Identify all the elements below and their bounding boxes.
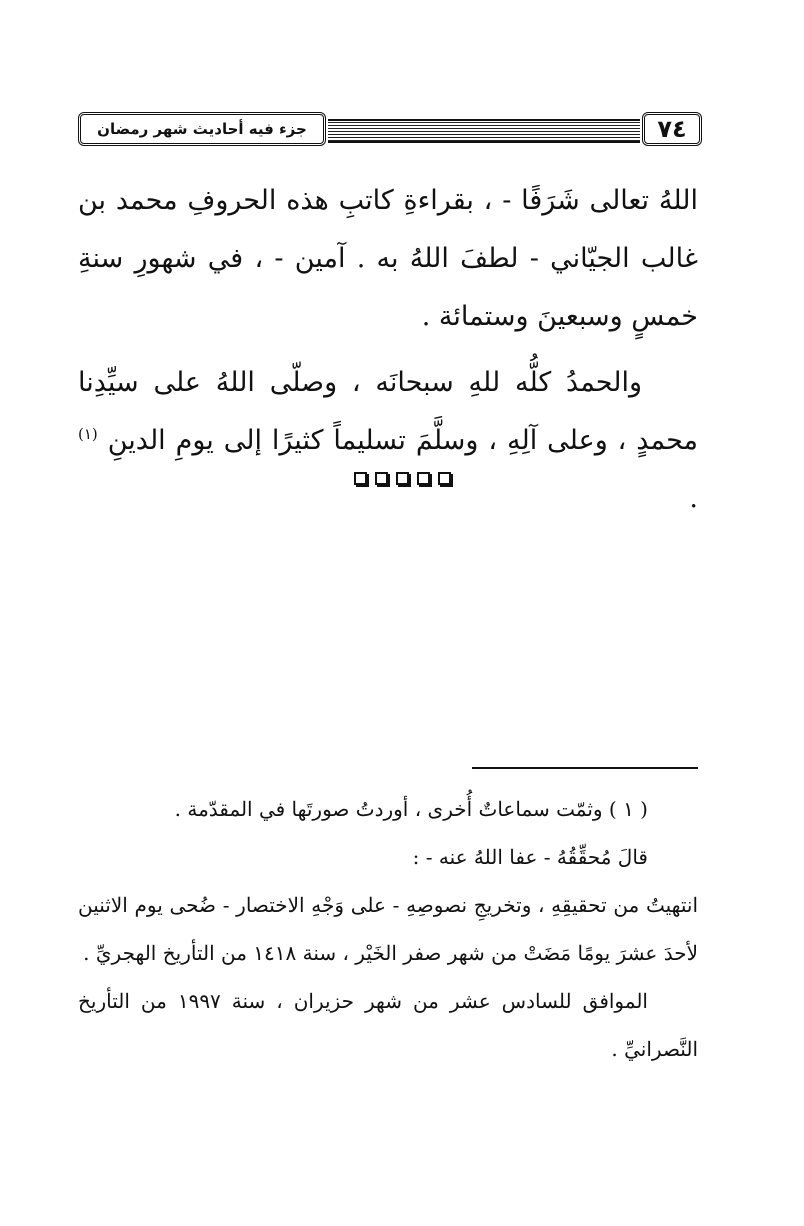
doxology-text: والحمدُ كلُّه للهِ سبحانَه ، وصلّى اللهُ على سيِّدِنا محمدٍ ، وعلى آلِهِ ، وسلَّمَ تسليماً كثيرًا إلى يومِ الدينِ — [78, 367, 698, 456]
square-icon — [396, 472, 409, 485]
footnote-1: ( ١ ) وثمّت سماعاتٌ أُخرى ، أوردتُ صورتَها في المقدّمة . — [174, 797, 648, 821]
doxology-end: . — [689, 483, 698, 514]
running-title: جزء فيه أحاديث شهر رمضان — [78, 112, 326, 146]
square-icon — [438, 472, 451, 485]
paragraph-doxology — [78, 354, 698, 528]
editor-note-completion: انتهيتُ من تحقيقِهِ ، وتخريجِ نصوصِهِ - على وَجْهِ الاختصار - ضُحى يوم الاثنين لأحدَ عشرَ يومًا مَضَتْ من شهر صفر الخَيْر ، سنة ١٤١٨ من التأريخ الهجريِّ . — [78, 893, 698, 965]
paragraph-colophon: اللهُ تعالى شَرَفًا - ، بقراءةِ كاتبِ هذه الحروفِ محمد بن غالب الجيّاني - لطفَ اللهُ به . آمين - ، في شهورِ سنةِ خمسٍ وسبعينَ وستمائة . — [78, 185, 698, 332]
page-number: ٧٤ — [642, 112, 702, 146]
editor-note-heading: قالَ مُحقِّقُهُ - عفا اللهُ عنه - : — [412, 845, 648, 869]
square-icon — [354, 472, 367, 485]
page-header — [78, 112, 702, 150]
square-icon — [375, 472, 388, 485]
footnote-rule — [472, 767, 698, 769]
header-decorative-band — [328, 119, 640, 143]
square-icon — [417, 472, 430, 485]
footnote-reference: (١) — [78, 425, 98, 443]
section-divider — [0, 470, 804, 489]
editor-note-gregorian: الموافق للسادس عشر من شهر حزيران ، سنة ١٩٩٧ من التأريخ النَّصرانيِّ . — [78, 989, 698, 1061]
footnotes — [78, 785, 698, 1073]
